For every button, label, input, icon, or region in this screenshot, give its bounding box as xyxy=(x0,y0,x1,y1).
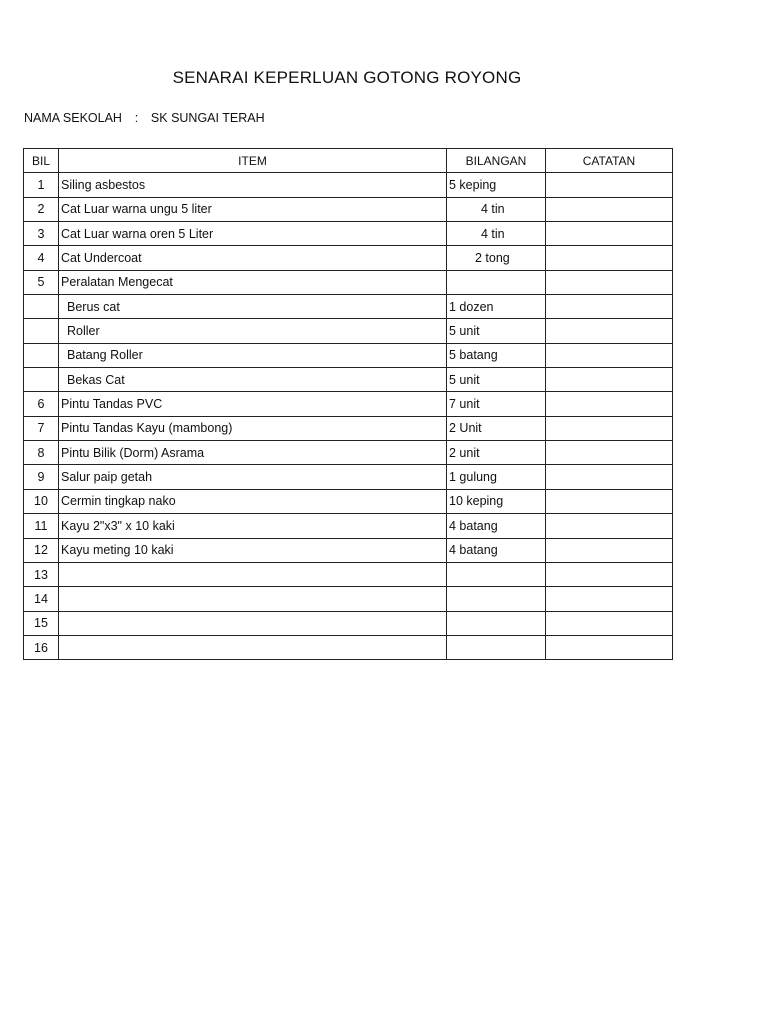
cell-bilangan xyxy=(447,562,546,586)
cell-bilangan xyxy=(447,635,546,659)
table-row xyxy=(24,514,673,538)
cell-catatan xyxy=(546,514,673,538)
table-row xyxy=(24,319,673,343)
table-header-row xyxy=(24,149,673,173)
cell-bil: 3 xyxy=(24,222,59,246)
cell-catatan xyxy=(546,538,673,562)
cell-catatan xyxy=(546,392,673,416)
cell-bilangan: 5 keping xyxy=(447,173,546,197)
cell-catatan xyxy=(546,441,673,465)
cell-catatan xyxy=(546,416,673,440)
cell-bilangan: 4 batang xyxy=(447,514,546,538)
table-row xyxy=(24,173,673,197)
school-name: SK SUNGAI TERAH xyxy=(150,111,265,125)
cell-item: Cat Undercoat xyxy=(59,246,447,270)
table-row xyxy=(24,343,673,367)
cell-catatan xyxy=(546,635,673,659)
cell-catatan xyxy=(546,222,673,246)
table-row xyxy=(24,489,673,513)
cell-bil: 7 xyxy=(24,416,59,440)
cell-bil: 8 xyxy=(24,441,59,465)
cell-catatan xyxy=(546,295,673,319)
table-row xyxy=(24,246,673,270)
cell-item: Salur paip getah xyxy=(59,465,447,489)
cell-catatan xyxy=(546,270,673,294)
cell-catatan xyxy=(546,611,673,635)
table-row xyxy=(24,222,673,246)
header-item: ITEM xyxy=(59,149,447,173)
cell-bil: 4 xyxy=(24,246,59,270)
cell-item xyxy=(59,635,447,659)
table-row xyxy=(24,465,673,489)
cell-bilangan: 2 tong xyxy=(447,246,546,270)
cell-item xyxy=(59,611,447,635)
table-row xyxy=(24,270,673,294)
cell-bil xyxy=(24,368,59,392)
requirements-table xyxy=(23,148,673,660)
cell-bil: 16 xyxy=(24,635,59,659)
cell-item: Cat Luar warna ungu 5 liter xyxy=(59,197,447,221)
cell-item: Kayu 2"x3" x 10 kaki xyxy=(59,514,447,538)
cell-bilangan: 5 batang xyxy=(447,343,546,367)
cell-catatan xyxy=(546,319,673,343)
cell-bilangan: 2 Unit xyxy=(447,416,546,440)
cell-item: Roller xyxy=(59,319,447,343)
cell-catatan xyxy=(546,489,673,513)
table-row xyxy=(24,587,673,611)
cell-item: Cermin tingkap nako xyxy=(59,489,447,513)
cell-bil: 1 xyxy=(24,173,59,197)
cell-item: Batang Roller xyxy=(59,343,447,367)
school-label: NAMA SEKOLAH xyxy=(24,111,122,125)
cell-catatan xyxy=(546,246,673,270)
cell-bilangan xyxy=(447,270,546,294)
cell-bilangan: 1 gulung xyxy=(447,465,546,489)
table-row xyxy=(24,635,673,659)
cell-catatan xyxy=(546,343,673,367)
cell-bilangan: 4 tin xyxy=(447,222,546,246)
cell-item: Peralatan Mengecat xyxy=(59,270,447,294)
cell-item: Pintu Bilik (Dorm) Asrama xyxy=(59,441,447,465)
header-catatan: CATATAN xyxy=(546,149,673,173)
cell-item: Berus cat xyxy=(59,295,447,319)
cell-catatan xyxy=(546,197,673,221)
cell-bilangan: 2 unit xyxy=(447,441,546,465)
cell-bil xyxy=(24,295,59,319)
table-row xyxy=(24,441,673,465)
cell-catatan xyxy=(546,368,673,392)
cell-bilangan: 4 batang xyxy=(447,538,546,562)
table-row xyxy=(24,392,673,416)
cell-bilangan: 5 unit xyxy=(447,368,546,392)
cell-bil: 13 xyxy=(24,562,59,586)
cell-bilangan: 5 unit xyxy=(447,319,546,343)
cell-bil: 9 xyxy=(24,465,59,489)
table-row xyxy=(24,295,673,319)
cell-bilangan: 4 tin xyxy=(447,197,546,221)
cell-item: Pintu Tandas Kayu (mambong) xyxy=(59,416,447,440)
cell-item: Pintu Tandas PVC xyxy=(59,392,447,416)
cell-bil: 6 xyxy=(24,392,59,416)
cell-bil: 15 xyxy=(24,611,59,635)
cell-catatan xyxy=(546,562,673,586)
page-title: SENARAI KEPERLUAN GOTONG ROYONG xyxy=(172,68,522,87)
cell-item: Bekas Cat xyxy=(59,368,447,392)
cell-bil: 10 xyxy=(24,489,59,513)
cell-bil: 14 xyxy=(24,587,59,611)
table-row xyxy=(24,538,673,562)
cell-item: Siling asbestos xyxy=(59,173,447,197)
cell-bilangan: 7 unit xyxy=(447,392,546,416)
table-row xyxy=(24,416,673,440)
school-separator: : xyxy=(134,111,139,125)
cell-item: Kayu meting 10 kaki xyxy=(59,538,447,562)
cell-bil: 12 xyxy=(24,538,59,562)
table-row xyxy=(24,197,673,221)
cell-item xyxy=(59,587,447,611)
cell-bilangan xyxy=(447,611,546,635)
cell-bilangan xyxy=(447,587,546,611)
cell-bil: 2 xyxy=(24,197,59,221)
cell-bil: 5 xyxy=(24,270,59,294)
school-line xyxy=(24,111,265,125)
cell-item: Cat Luar warna oren 5 Liter xyxy=(59,222,447,246)
cell-bil xyxy=(24,319,59,343)
table-row xyxy=(24,611,673,635)
header-bil: BIL xyxy=(24,149,59,173)
cell-bil: 11 xyxy=(24,514,59,538)
cell-catatan xyxy=(546,587,673,611)
cell-catatan xyxy=(546,173,673,197)
cell-catatan xyxy=(546,465,673,489)
table-row xyxy=(24,368,673,392)
header-bilangan: BILANGAN xyxy=(447,149,546,173)
cell-bil xyxy=(24,343,59,367)
cell-bilangan: 1 dozen xyxy=(447,295,546,319)
cell-item xyxy=(59,562,447,586)
cell-bilangan: 10 keping xyxy=(447,489,546,513)
table-row xyxy=(24,562,673,586)
